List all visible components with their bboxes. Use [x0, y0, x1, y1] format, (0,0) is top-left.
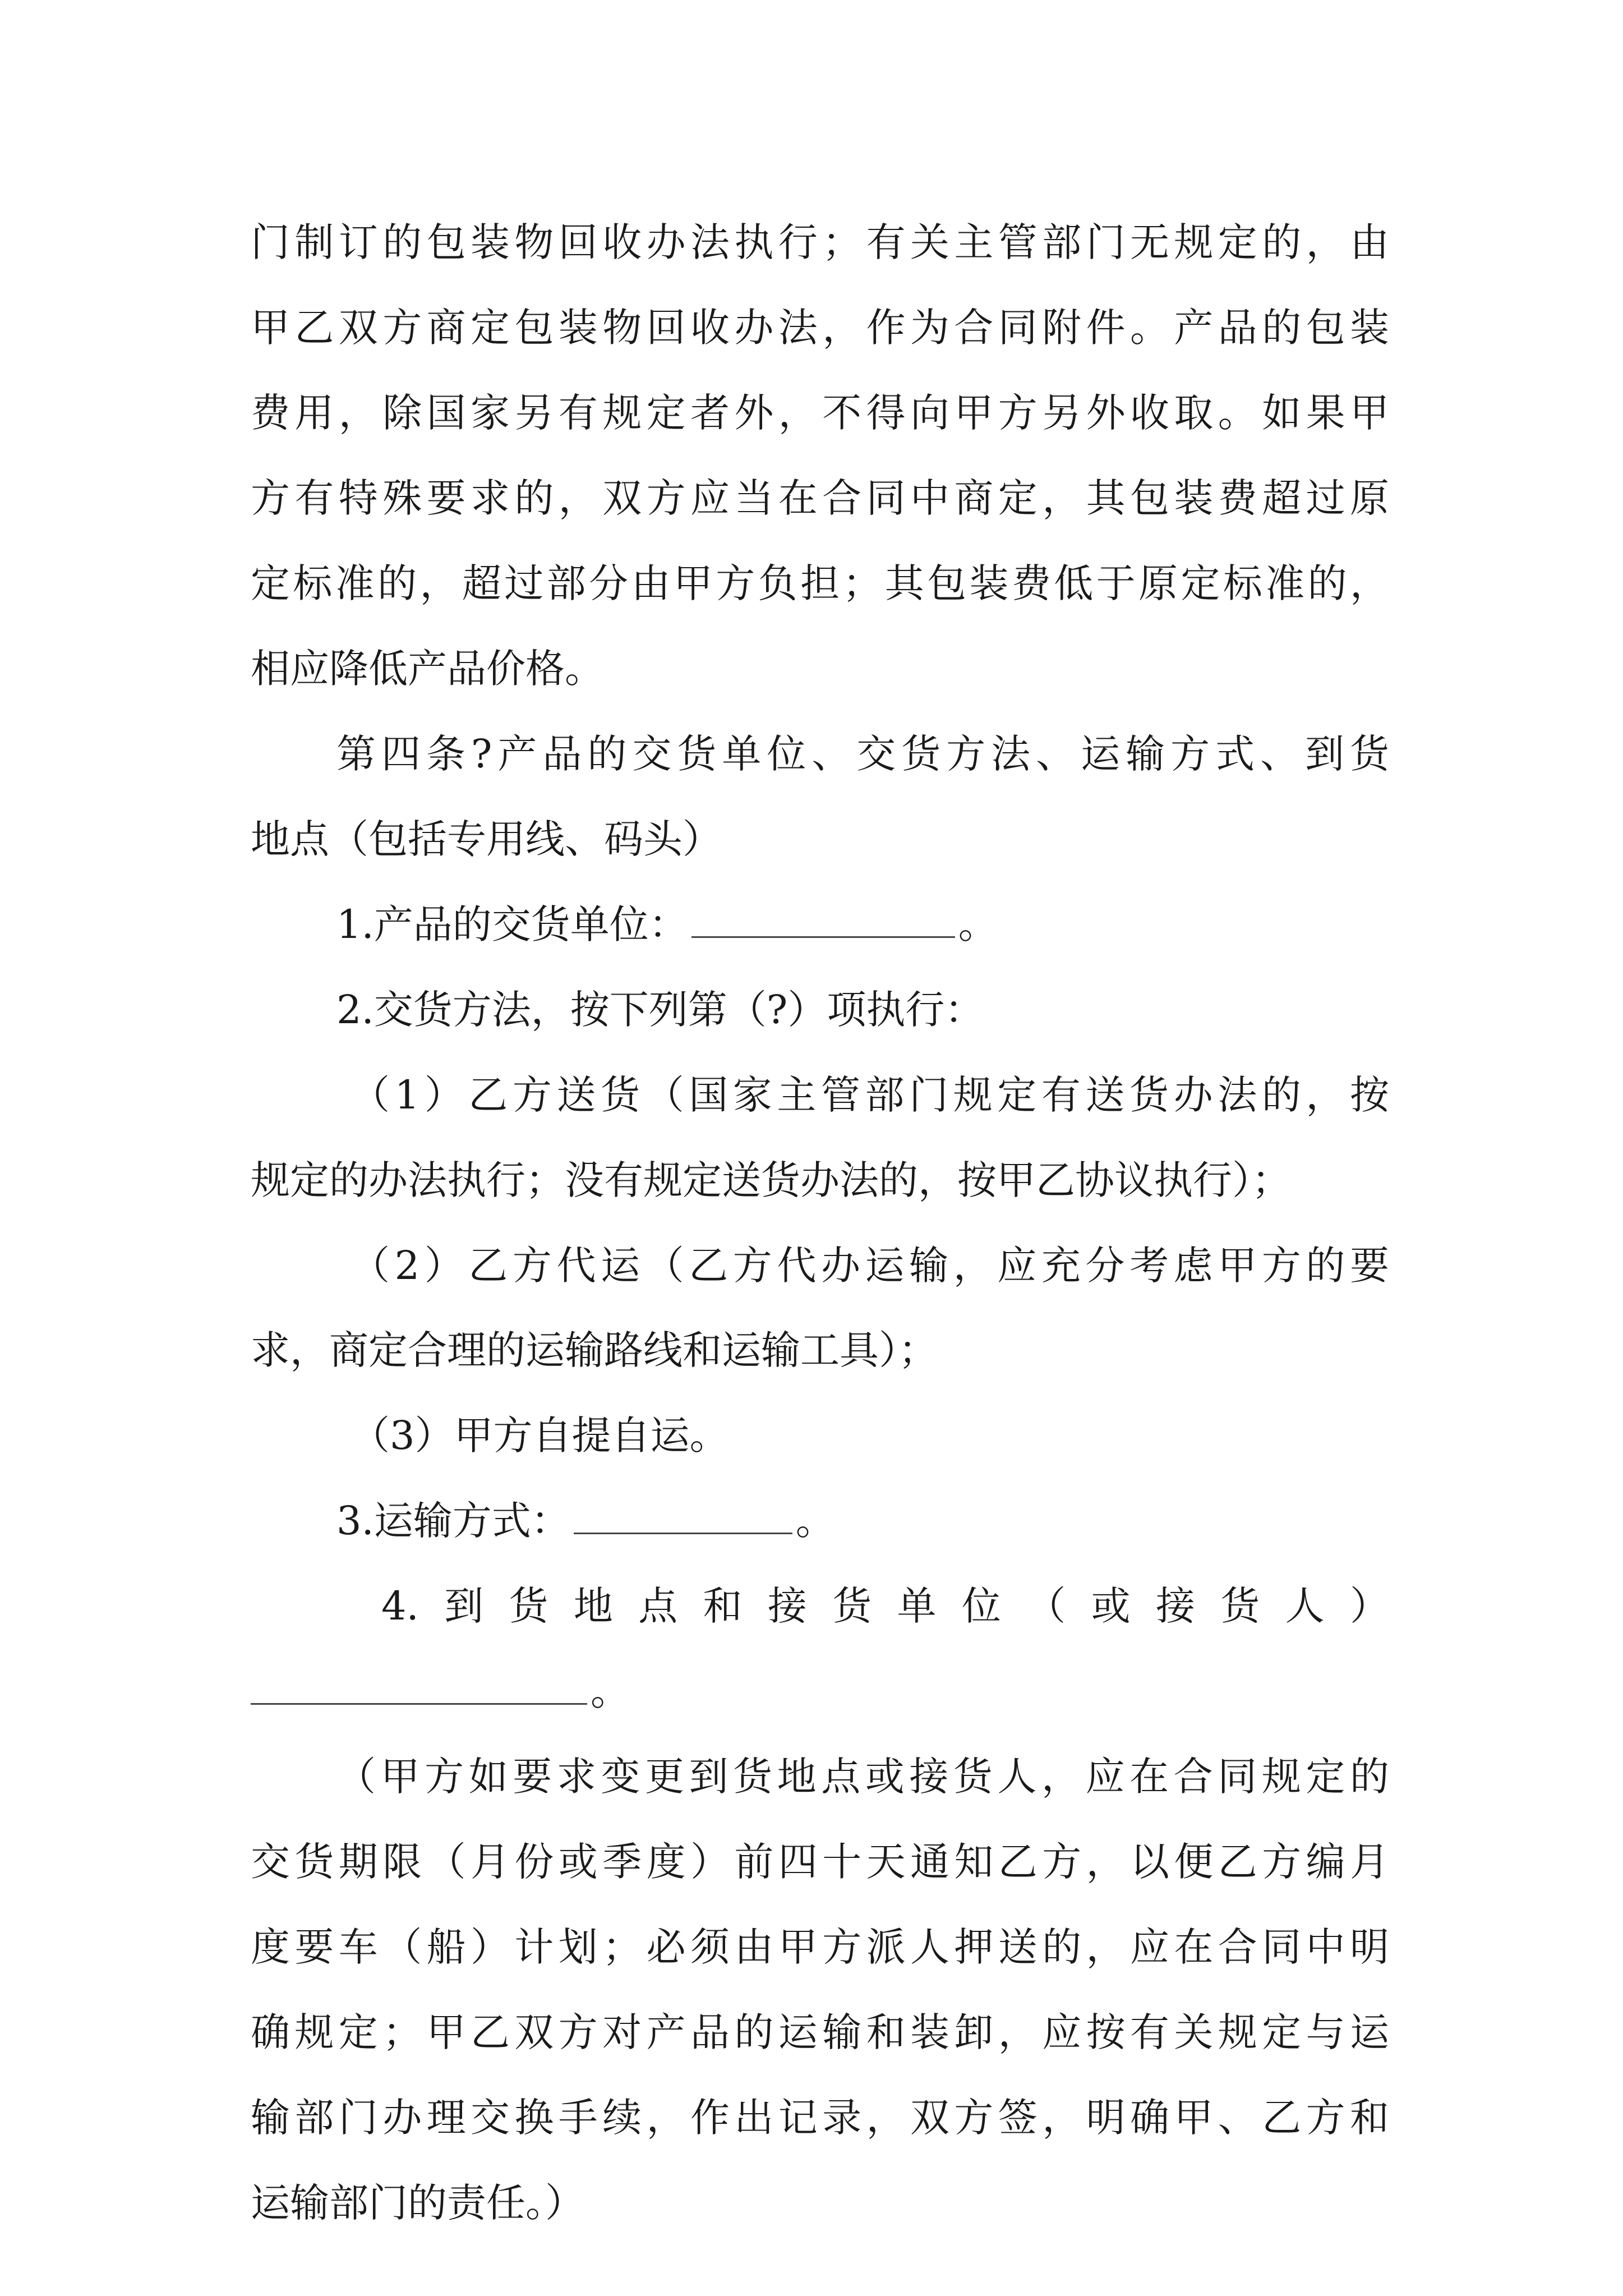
item-transport-method-label: 3.运输方式：	[336, 1498, 570, 1544]
transport-method-blank	[574, 1493, 792, 1534]
note-line: （甲方如要求变更到货地点或接货人，应在合同规定的	[336, 1754, 1389, 1800]
paragraph-line: 甲乙双方商定包装物回收办法，作为合同附件。产品的包装	[251, 305, 1389, 351]
item-delivery-unit-end: 。	[958, 901, 998, 947]
paragraph-line: 方有特殊要求的，双方应当在合同中商定，其包装费超过原	[251, 475, 1389, 521]
article-heading-cont: 地点（包括专用线、码头）	[251, 816, 722, 862]
sub-item-2-cont: 求，商定合理的运输路线和运输工具）；	[251, 1327, 938, 1373]
note-line: 确规定；甲乙双方对产品的运输和装卸，应按有关规定与运	[251, 2009, 1389, 2055]
item-delivery-method: 2.交货方法，按下列第（?）项执行：	[336, 987, 984, 1033]
destination-blank	[251, 1664, 587, 1705]
paragraph-line: 费用，除国家另有规定者外，不得向甲方另外收取。如果甲	[251, 390, 1389, 436]
paragraph-line: 定标准的，超过部分由甲方负担；其包装费低于原定标准的，	[251, 560, 1389, 606]
note-line: 输部门办理交换手续，作出记录，双方签，明确甲、乙方和	[251, 2095, 1389, 2141]
note-line: 运输部门的责任。）	[251, 2180, 584, 2226]
sub-item-1-cont: 规定的办法执行；没有规定送货办法的，按甲乙协议执行）；	[251, 1157, 1291, 1203]
delivery-unit-blank	[691, 897, 955, 938]
item-transport-method	[336, 1478, 1389, 1563]
item-destination-cont	[251, 1649, 1389, 1734]
article-heading: 第四条?产品的交货单位、交货方法、运输方式、到货	[336, 731, 1389, 777]
item-destination-end: 。	[591, 1668, 630, 1714]
sub-item-3: （3）甲方自提自运。	[351, 1412, 729, 1458]
note-line: 交货期限（月份或季度）前四十天通知乙方，以便乙方编月	[251, 1839, 1389, 1885]
paragraph-line: 相应降低产品价格。	[251, 646, 604, 692]
item-transport-method-end: 。	[795, 1498, 835, 1544]
item-delivery-unit	[336, 882, 1389, 967]
note-line: 度要车（船）计划；必须由甲方派人押送的，应在合同中明	[251, 1924, 1389, 1970]
item-destination: 4.到货地点和接货单位（或接货人）	[381, 1583, 1389, 1629]
sub-item-2: （2）乙方代运（乙方代办运输，应充分考虑甲方的要	[351, 1243, 1389, 1289]
item-delivery-unit-label: 1.产品的交货单位：	[336, 901, 688, 947]
paragraph-line: 门制订的包装物回收办法执行；有关主管部门无规定的，由	[251, 219, 1389, 265]
sub-item-1: （1）乙方送货（国家主管部门规定有送货办法的，按	[351, 1072, 1389, 1118]
